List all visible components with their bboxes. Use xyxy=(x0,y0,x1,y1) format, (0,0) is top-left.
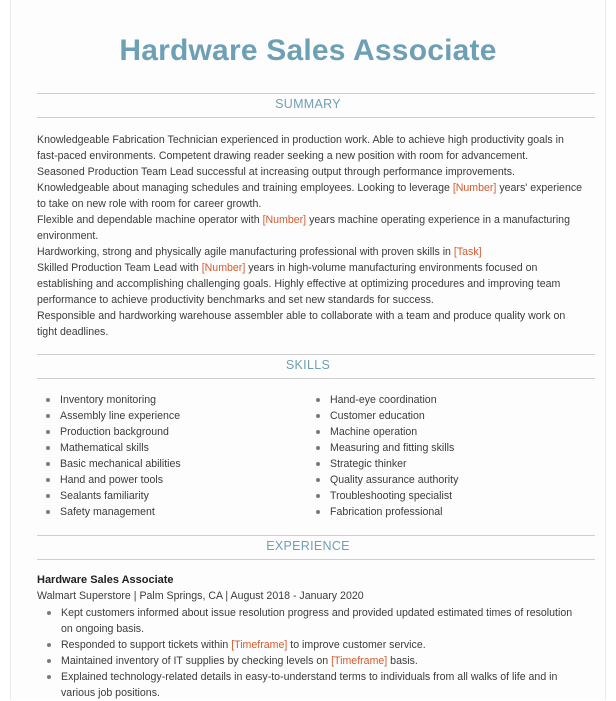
summary-paragraph xyxy=(37,180,585,212)
text-run: to improve customer service. xyxy=(287,639,426,651)
text-run: Flexible and dependable machine operator with xyxy=(37,214,263,226)
skill-item: Assembly line experience xyxy=(37,408,307,424)
summary-paragraph xyxy=(37,260,585,308)
skill-item: Sealants familiarity xyxy=(37,488,307,504)
placeholder-token: [Number] xyxy=(452,182,497,194)
skill-item: Measuring and fitting skills xyxy=(307,440,577,456)
text-run: Skilled Production Team Lead with xyxy=(37,262,202,274)
job-bullet xyxy=(37,653,585,669)
job-meta: Walmart Superstore | Palm Springs, CA | August 2018 - January 2020 xyxy=(37,590,364,602)
skill-item: Hand-eye coordination xyxy=(307,392,577,408)
divider xyxy=(37,535,595,536)
skill-item: Inventory monitoring xyxy=(37,392,307,408)
resume-page xyxy=(10,0,606,700)
divider xyxy=(37,559,595,560)
placeholder-token: [Number] xyxy=(201,262,246,274)
job-bullet xyxy=(37,669,585,701)
divider xyxy=(37,93,595,94)
skills-heading: SKILLS xyxy=(285,358,331,372)
resume-title: Hardware Sales Associate xyxy=(119,34,497,67)
text-run: basis. xyxy=(387,655,418,667)
skill-item: Quality assurance authority xyxy=(307,472,577,488)
skill-item: Strategic thinker xyxy=(307,456,577,472)
skill-item: Hand and power tools xyxy=(37,472,307,488)
skill-item: Mathematical skills xyxy=(37,440,307,456)
experience-heading: EXPERIENCE xyxy=(266,539,350,553)
job-bullets xyxy=(37,605,585,701)
job-bullet xyxy=(37,637,585,653)
skills-list-left xyxy=(37,392,307,520)
skills-list-right xyxy=(307,392,577,520)
job-bullet xyxy=(37,605,585,637)
placeholder-token: [Timeframe] xyxy=(331,655,388,667)
text-run: Kept customers informed about issue resolution progress and provided updated estimated times of resolution on ongoing basis. xyxy=(61,607,573,635)
text-run: years' experience to take on new role with room for career growth. xyxy=(37,182,583,210)
text-run: Hardworking, strong and physically agile manufacturing professional with proven skills in xyxy=(37,246,454,258)
skill-item: Safety management xyxy=(37,504,307,520)
text-run: years in high-volume manufacturing environments focused on establishing and accomplishing challenging goals. Highly effective at optimizing procedures and improving team performance to achieve productivity benchmarks and set new standards for success. xyxy=(37,262,561,306)
summary-paragraph xyxy=(37,212,585,244)
text-run: Maintained inventory of IT supplies by checking levels on xyxy=(61,655,332,667)
summary-section xyxy=(37,132,585,340)
text-run: Explained technology-related details in easy-to-understand terms to individuals from all walks of life and in various job positions. xyxy=(61,671,558,699)
divider xyxy=(37,117,595,118)
summary-paragraph xyxy=(37,244,585,260)
summary-paragraph xyxy=(37,132,585,164)
text-run: Responsible and hardworking warehouse assembler able to collaborate with a team and produce quality work on tight deadlines. xyxy=(37,310,566,338)
skill-item: Basic mechanical abilities xyxy=(37,456,307,472)
skill-item: Customer education xyxy=(307,408,577,424)
summary-paragraph xyxy=(37,308,585,340)
skill-item: Troubleshooting specialist xyxy=(307,488,577,504)
placeholder-token: [Number] xyxy=(262,214,307,226)
placeholder-token: [Timeframe] xyxy=(231,639,288,651)
text-run: Knowledgeable about managing schedules and training employees. Looking to leverage xyxy=(37,182,453,194)
summary-heading: SUMMARY xyxy=(275,97,341,111)
summary-paragraph xyxy=(37,164,585,180)
skill-item: Machine operation xyxy=(307,424,577,440)
placeholder-token: [Task] xyxy=(453,246,482,258)
skill-item: Production background xyxy=(37,424,307,440)
text-run: Responded to support tickets within xyxy=(61,639,232,651)
text-run: Knowledgeable Fabrication Technician experienced in production work. Able to achieve high productivity goals in fast-paced environments. Competent drawing reader seeking a new position with room for advancement. xyxy=(37,134,564,162)
job-title: Hardware Sales Associate xyxy=(37,574,174,586)
text-run: years machine operating experience in a manufacturing environment. xyxy=(37,214,570,242)
skill-item: Fabrication professional xyxy=(307,504,577,520)
text-run: Seasoned Production Team Lead successful at increasing output through performance improvements. xyxy=(37,166,515,178)
divider xyxy=(37,378,595,379)
divider xyxy=(37,354,595,355)
